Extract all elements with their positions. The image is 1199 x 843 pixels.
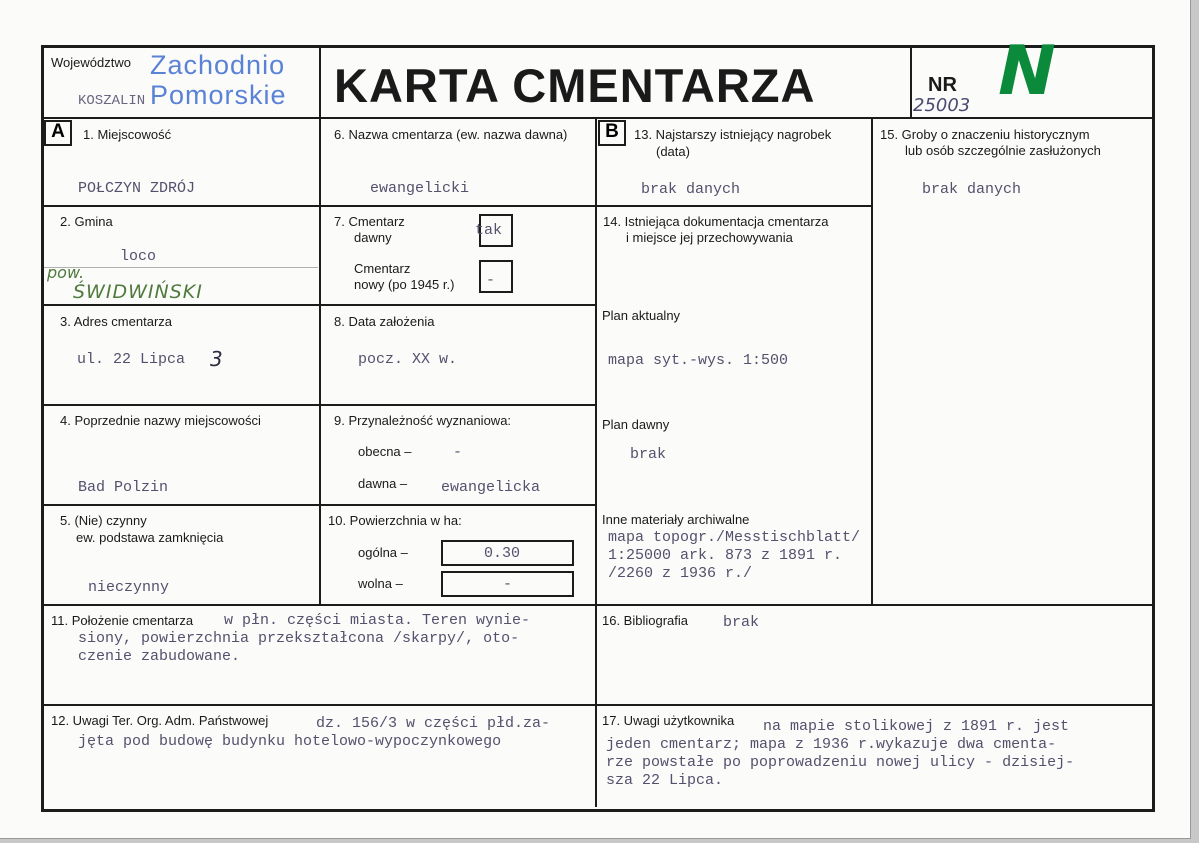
field-7-value: tak [475, 222, 503, 239]
field-10-free-value: - [503, 576, 513, 593]
divider [41, 504, 596, 506]
field-7-label-line1: 7. Cmentarz [334, 214, 405, 229]
field-9-label: 9. Przynależność wyznaniowa: [334, 413, 512, 428]
other-materials-label: Inne materiały archiwalne [602, 512, 750, 527]
field-2-label: 2. Gmina [60, 214, 113, 229]
other-materials-line2: 1:25000 ark. 873 z 1891 r. [608, 547, 843, 564]
field-11-label: 11. Położenie cmentarza [51, 613, 194, 628]
marker-letter: N [989, 32, 1064, 111]
field-15-label-line1: 15. Groby o znaczeniu historycznym [880, 127, 1090, 142]
divider [871, 117, 873, 606]
field-10-label: 10. Powierzchnia w ha: [328, 513, 462, 528]
divider [41, 404, 596, 406]
field-9-current-value: - [453, 444, 463, 461]
new-cemetery-checkbox [479, 260, 513, 293]
divider [41, 704, 1152, 706]
voivodeship-label: Województwo [51, 55, 131, 70]
field-14-label-line2: i miejsce jej przechowywania [626, 230, 793, 245]
field-13-value: brak danych [641, 181, 741, 198]
ruled-line [44, 267, 318, 268]
field-1-value: POŁCZYN ZDRÓJ [78, 180, 196, 197]
field-10-total-value: 0.30 [484, 545, 521, 562]
field-17-line1: na mapie stolikowej z 1891 r. jest [763, 718, 1070, 735]
field-9-former-label: dawna – [358, 476, 408, 491]
field-10-free-label: wolna – [358, 576, 403, 591]
field-16-value: brak [723, 614, 760, 631]
field-11-line1: w płn. części miasta. Teren wynie- [224, 612, 531, 629]
field-7-new-label-line2: nowy (po 1945 r.) [354, 277, 455, 292]
field-9-former-value: ewangelicka [441, 479, 541, 496]
other-materials-line1: mapa topogr./Messtischblatt/ [608, 529, 861, 546]
field-6-label: 6. Nazwa cmentarza (ew. nazwa dawna) [334, 127, 568, 142]
field-12-line1: dz. 156/3 w części płd.za- [316, 715, 551, 732]
divider [910, 45, 912, 118]
field-17-line2: jeden cmentarz; mapa z 1936 r.wykazuje dwa cmenta- [606, 736, 1057, 753]
field-7-label-line2: dawny [354, 230, 392, 245]
page-title: KARTA CMENTARZA [334, 59, 816, 112]
region-stamp-line2: Pomorskie [150, 80, 287, 110]
region-stamp-line1: Zachodnio [150, 50, 286, 80]
field-5-label-line2: ew. podstawa zamknięcia [76, 530, 224, 545]
divider [41, 604, 1152, 606]
field-6-value: ewangelicki [370, 180, 470, 197]
field-13-label-line1: 13. Najstarszy istniejący nagrobek [634, 127, 832, 142]
divider [41, 304, 596, 306]
handwritten-number: 25003 [913, 95, 971, 116]
field-13-label-line2: (data) [656, 144, 690, 159]
field-5-label-line1: 5. (Nie) czynny [60, 513, 147, 528]
field-4-value: Bad Polzin [78, 479, 169, 496]
field-12-label: 12. Uwagi Ter. Org. Adm. Państwowej [51, 713, 269, 728]
field-5-value: nieczynny [88, 579, 170, 596]
divider [41, 205, 596, 207]
number-label: NR [928, 74, 957, 96]
typed-region: KOSZALIN [78, 93, 146, 109]
field-14-label-line1: 14. Istniejąca dokumentacja cmentarza [603, 214, 829, 229]
field-17-line3: rze powstałe po poprowadzeniu nowej ulicy - dzisiej- [606, 754, 1075, 771]
divider [596, 205, 872, 207]
field-15-value: brak danych [922, 181, 1022, 198]
field-4-label: 4. Poprzednie nazwy miejscowości [60, 413, 261, 428]
field-3-label: 3. Adres cmentarza [60, 314, 172, 329]
plan-former-value: brak [630, 446, 667, 463]
field-11-line3: czenie zabudowane. [78, 648, 241, 665]
divider [319, 45, 321, 606]
field-2-value: loco [120, 248, 157, 265]
section-b-badge: B [598, 120, 626, 146]
field-11-line2: siony, powierzchnia przekształcona /skarpy/, oto- [78, 630, 520, 647]
field-17-label: 17. Uwagi użytkownika [602, 713, 735, 728]
plan-current-label: Plan aktualny [602, 308, 681, 323]
field-17-line4: sza 22 Lipca. [606, 772, 724, 789]
field-1-label: 1. Miejscowość [83, 127, 172, 142]
field-2-powiat: ŚWIDWIŃSKI [73, 281, 203, 303]
field-9-current-label: obecna – [358, 444, 412, 459]
field-3-value: ul. 22 Lipca [77, 351, 186, 368]
section-a-badge: A [44, 120, 72, 146]
other-materials-line3: /2260 z 1936 r./ [608, 565, 753, 582]
field-16-label: 16. Bibliografia [602, 613, 688, 628]
plan-former-label: Plan dawny [602, 417, 670, 432]
field-12-line2: jęta pod budowę budynku hotelowo-wypoczynkowego [78, 733, 502, 750]
field-10-total-label: ogólna – [358, 545, 408, 560]
plan-current-value: mapa syt.-wys. 1:500 [608, 352, 789, 369]
field-3-number: 3 [210, 347, 223, 371]
field-2-pow: pow. [47, 263, 85, 282]
field-15-label-line2: lub osób szczególnie zasłużonych [905, 143, 1101, 158]
field-7-new-value: - [486, 272, 496, 289]
field-8-label: 8. Data założenia [334, 314, 435, 329]
field-7-new-label-line1: Cmentarz [354, 261, 411, 276]
field-8-value: pocz. XX w. [358, 351, 458, 368]
